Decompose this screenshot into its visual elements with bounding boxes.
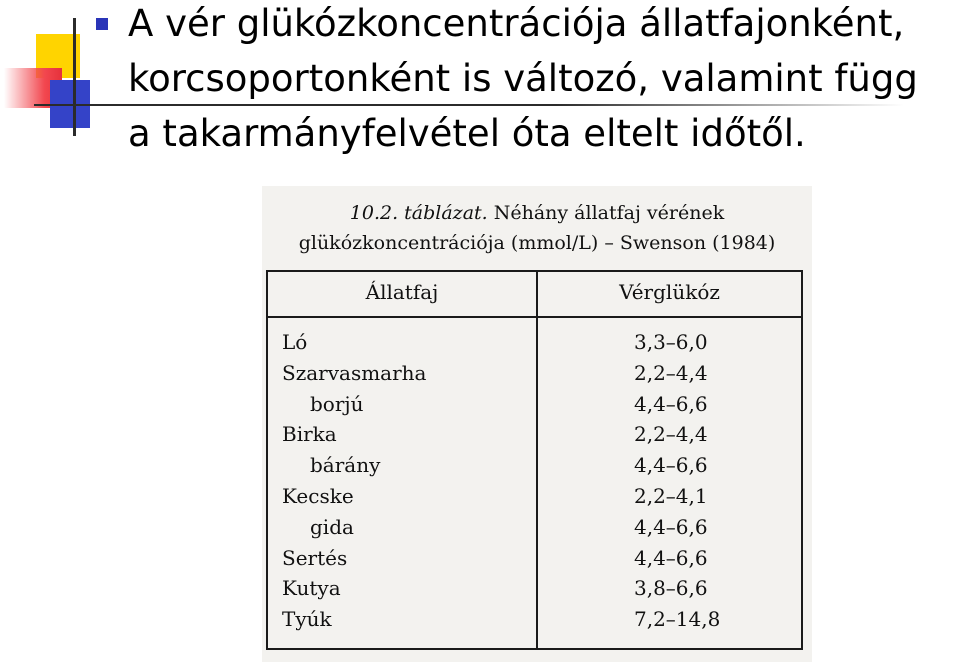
species-name: Birka [282,422,337,447]
species-name: gida [310,514,354,539]
table-row [268,390,801,421]
table-row [268,359,801,390]
glucose-value: 4,4–6,6 [634,453,708,478]
species-name: Kecske [282,483,354,508]
glucose-value: 4,4–6,6 [634,514,708,539]
table-row [268,513,801,544]
glucose-value: 7,2–14,8 [634,607,721,632]
slide-title [128,0,958,161]
title-line-3: a takarmányfelvétel óta eltelt időtől. [128,112,806,155]
glucose-value: 3,8–6,6 [634,576,708,601]
table-body [268,328,801,636]
glucose-value: 4,4–6,6 [634,391,708,416]
species-name: Kutya [282,576,341,601]
decoration-vertical-line [73,18,76,136]
caption-line-1 [262,198,812,228]
bullet-square-icon [96,18,108,30]
header-blood-glucose: Vérglükóz [619,280,720,304]
glucose-table [266,270,803,650]
table-row [268,451,801,482]
table-row [268,328,801,359]
glucose-value: 4,4–6,6 [634,545,708,570]
species-name: Ló [282,330,308,354]
caption-label: 10.2. táblázat. [349,202,488,224]
species-name: Sertés [282,545,348,570]
caption-rest: Néhány állatfaj vérének [487,202,725,224]
table-row [268,605,801,636]
header-divider [268,316,801,318]
table-row [268,544,801,575]
title-line-2: korcsoportonként is változó, valamint függ [128,57,918,100]
species-name: borjú [310,391,364,416]
table-row [268,420,801,451]
glucose-value: 2,2–4,4 [634,422,708,447]
species-name: bárány [310,453,381,478]
species-name: Szarvasmarha [282,360,427,385]
table-row [268,482,801,513]
glucose-value: 2,2–4,1 [634,483,708,508]
caption-line-2: glükózkoncentrációja (mmol/L) – Swenson (1984) [298,232,776,254]
scanned-table-image [262,186,812,662]
header-species: Állatfaj [365,280,439,304]
glucose-value: 2,2–4,4 [634,360,708,385]
glucose-value: 3,3–6,0 [634,330,708,354]
species-name: Tyúk [282,607,332,632]
table-row [268,574,801,605]
table-caption [262,198,812,258]
slide-decoration [0,0,130,140]
title-line-1: A vér glükózkoncentrációja állatfajonként, [128,2,905,45]
